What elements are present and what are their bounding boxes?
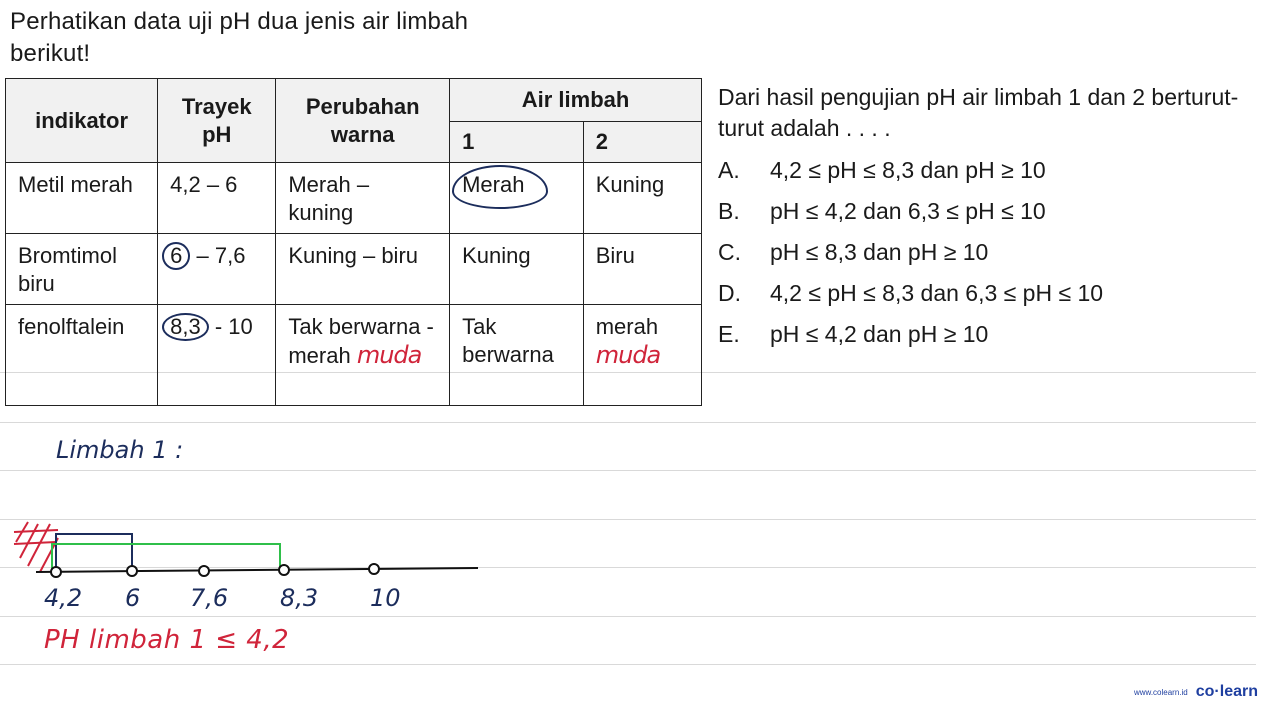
- cell-indikator: Bromtimol biru: [6, 234, 158, 305]
- cell-limbah-2: Kuning: [583, 163, 701, 234]
- tick-label: 4,2: [44, 584, 83, 612]
- perubahan-text: Tak berwarna - merah: [288, 314, 434, 368]
- point-marker: [51, 567, 61, 577]
- header-indikator: indikator: [6, 79, 158, 163]
- cell-perubahan: Kuning – biru: [276, 234, 450, 305]
- table-row: [6, 305, 702, 406]
- option-text: 4,2 ≤ pH ≤ 8,3 dan 6,3 ≤ pH ≤ 10: [770, 280, 1104, 306]
- ruled-line: [0, 470, 1256, 471]
- cell-limbah-1: Tak berwarna: [450, 305, 584, 406]
- tick-label: 6: [125, 584, 141, 612]
- cell-limbah-2: [583, 305, 701, 406]
- handwritten-heading: Limbah 1 :: [56, 436, 184, 464]
- intro-text: [10, 6, 468, 70]
- cell-indikator: fenolftalein: [6, 305, 158, 406]
- handwritten-conclusion: PH limbah 1 ≤ 4,2: [44, 625, 290, 655]
- cell-perubahan: Merah – kuning: [276, 163, 450, 234]
- option-b[interactable]: [718, 191, 1103, 232]
- option-text: pH ≤ 4,2 dan 6,3 ≤ pH ≤ 10: [770, 198, 1046, 224]
- option-letter: A.: [718, 157, 740, 183]
- intro-line-2: berikut!: [10, 40, 91, 67]
- handwritten-note: muda: [356, 341, 422, 369]
- brand-url: www.colearn.id: [1133, 687, 1188, 697]
- option-d[interactable]: [718, 273, 1103, 314]
- circled-value: 8,3: [162, 313, 209, 341]
- point-marker: [199, 566, 209, 576]
- option-letter: D.: [718, 280, 741, 306]
- header-air-limbah: Air limbah: [450, 79, 702, 122]
- cell-limbah-1: [450, 163, 584, 234]
- header-trayek: Trayek pH: [158, 79, 276, 163]
- ruled-line: [0, 664, 1256, 665]
- intro-line-1: Perhatikan data uji pH dua jenis air limbah: [10, 8, 469, 35]
- option-c[interactable]: [718, 232, 1103, 273]
- option-letter: E.: [718, 321, 740, 347]
- answer-options: [718, 150, 1103, 355]
- option-e[interactable]: [718, 314, 1103, 355]
- header-limbah-2: 2: [583, 122, 701, 163]
- handwritten-note: muda: [595, 341, 661, 369]
- limbah-2-text: merah: [595, 314, 659, 339]
- option-text: 4,2 ≤ pH ≤ 8,3 dan pH ≥ 10: [770, 157, 1046, 183]
- brand-logo: co·learn: [1195, 683, 1258, 700]
- tick-label: 7,6: [190, 584, 229, 612]
- tick-label: 8,3: [280, 584, 319, 612]
- trayek-rest: – 7,6: [196, 243, 246, 268]
- tick-label: 10: [370, 584, 401, 612]
- trayek-rest: - 10: [214, 314, 253, 339]
- ph-data-table: [5, 78, 702, 406]
- cell-limbah-2: Biru: [583, 234, 701, 305]
- cell-indikator: Metil merah: [6, 163, 158, 234]
- cell-limbah-1: Kuning: [450, 234, 584, 305]
- ruled-line: [0, 616, 1256, 617]
- number-line-sketch: [0, 500, 500, 590]
- cell-trayek: [158, 305, 276, 406]
- cell-trayek: [158, 234, 276, 305]
- number-axis: [36, 568, 478, 572]
- circled-answer: Merah: [452, 165, 548, 209]
- brand-watermark: [1134, 683, 1258, 701]
- circled-value: 6: [162, 242, 190, 270]
- ruled-line: [0, 422, 1256, 423]
- cell-perubahan: [276, 305, 450, 406]
- range-bracket-green: [52, 544, 280, 570]
- option-a[interactable]: [718, 150, 1103, 191]
- table-row: [6, 163, 702, 234]
- option-text: pH ≤ 8,3 dan pH ≥ 10: [770, 239, 989, 265]
- option-letter: C.: [718, 239, 741, 265]
- table-row: [6, 234, 702, 305]
- cell-trayek: 4,2 – 6: [158, 163, 276, 234]
- header-perubahan: Perubahan warna: [276, 79, 450, 163]
- option-text: pH ≤ 4,2 dan pH ≥ 10: [770, 321, 989, 347]
- point-marker: [279, 565, 289, 575]
- range-bracket-blue: [56, 534, 132, 570]
- point-marker: [127, 566, 137, 576]
- option-letter: B.: [718, 198, 740, 224]
- point-marker: [369, 564, 379, 574]
- header-limbah-1: 1: [450, 122, 584, 163]
- question-text: Dari hasil pengujian pH air limbah 1 dan 2 berturut-turut adalah . . . .: [718, 84, 1239, 141]
